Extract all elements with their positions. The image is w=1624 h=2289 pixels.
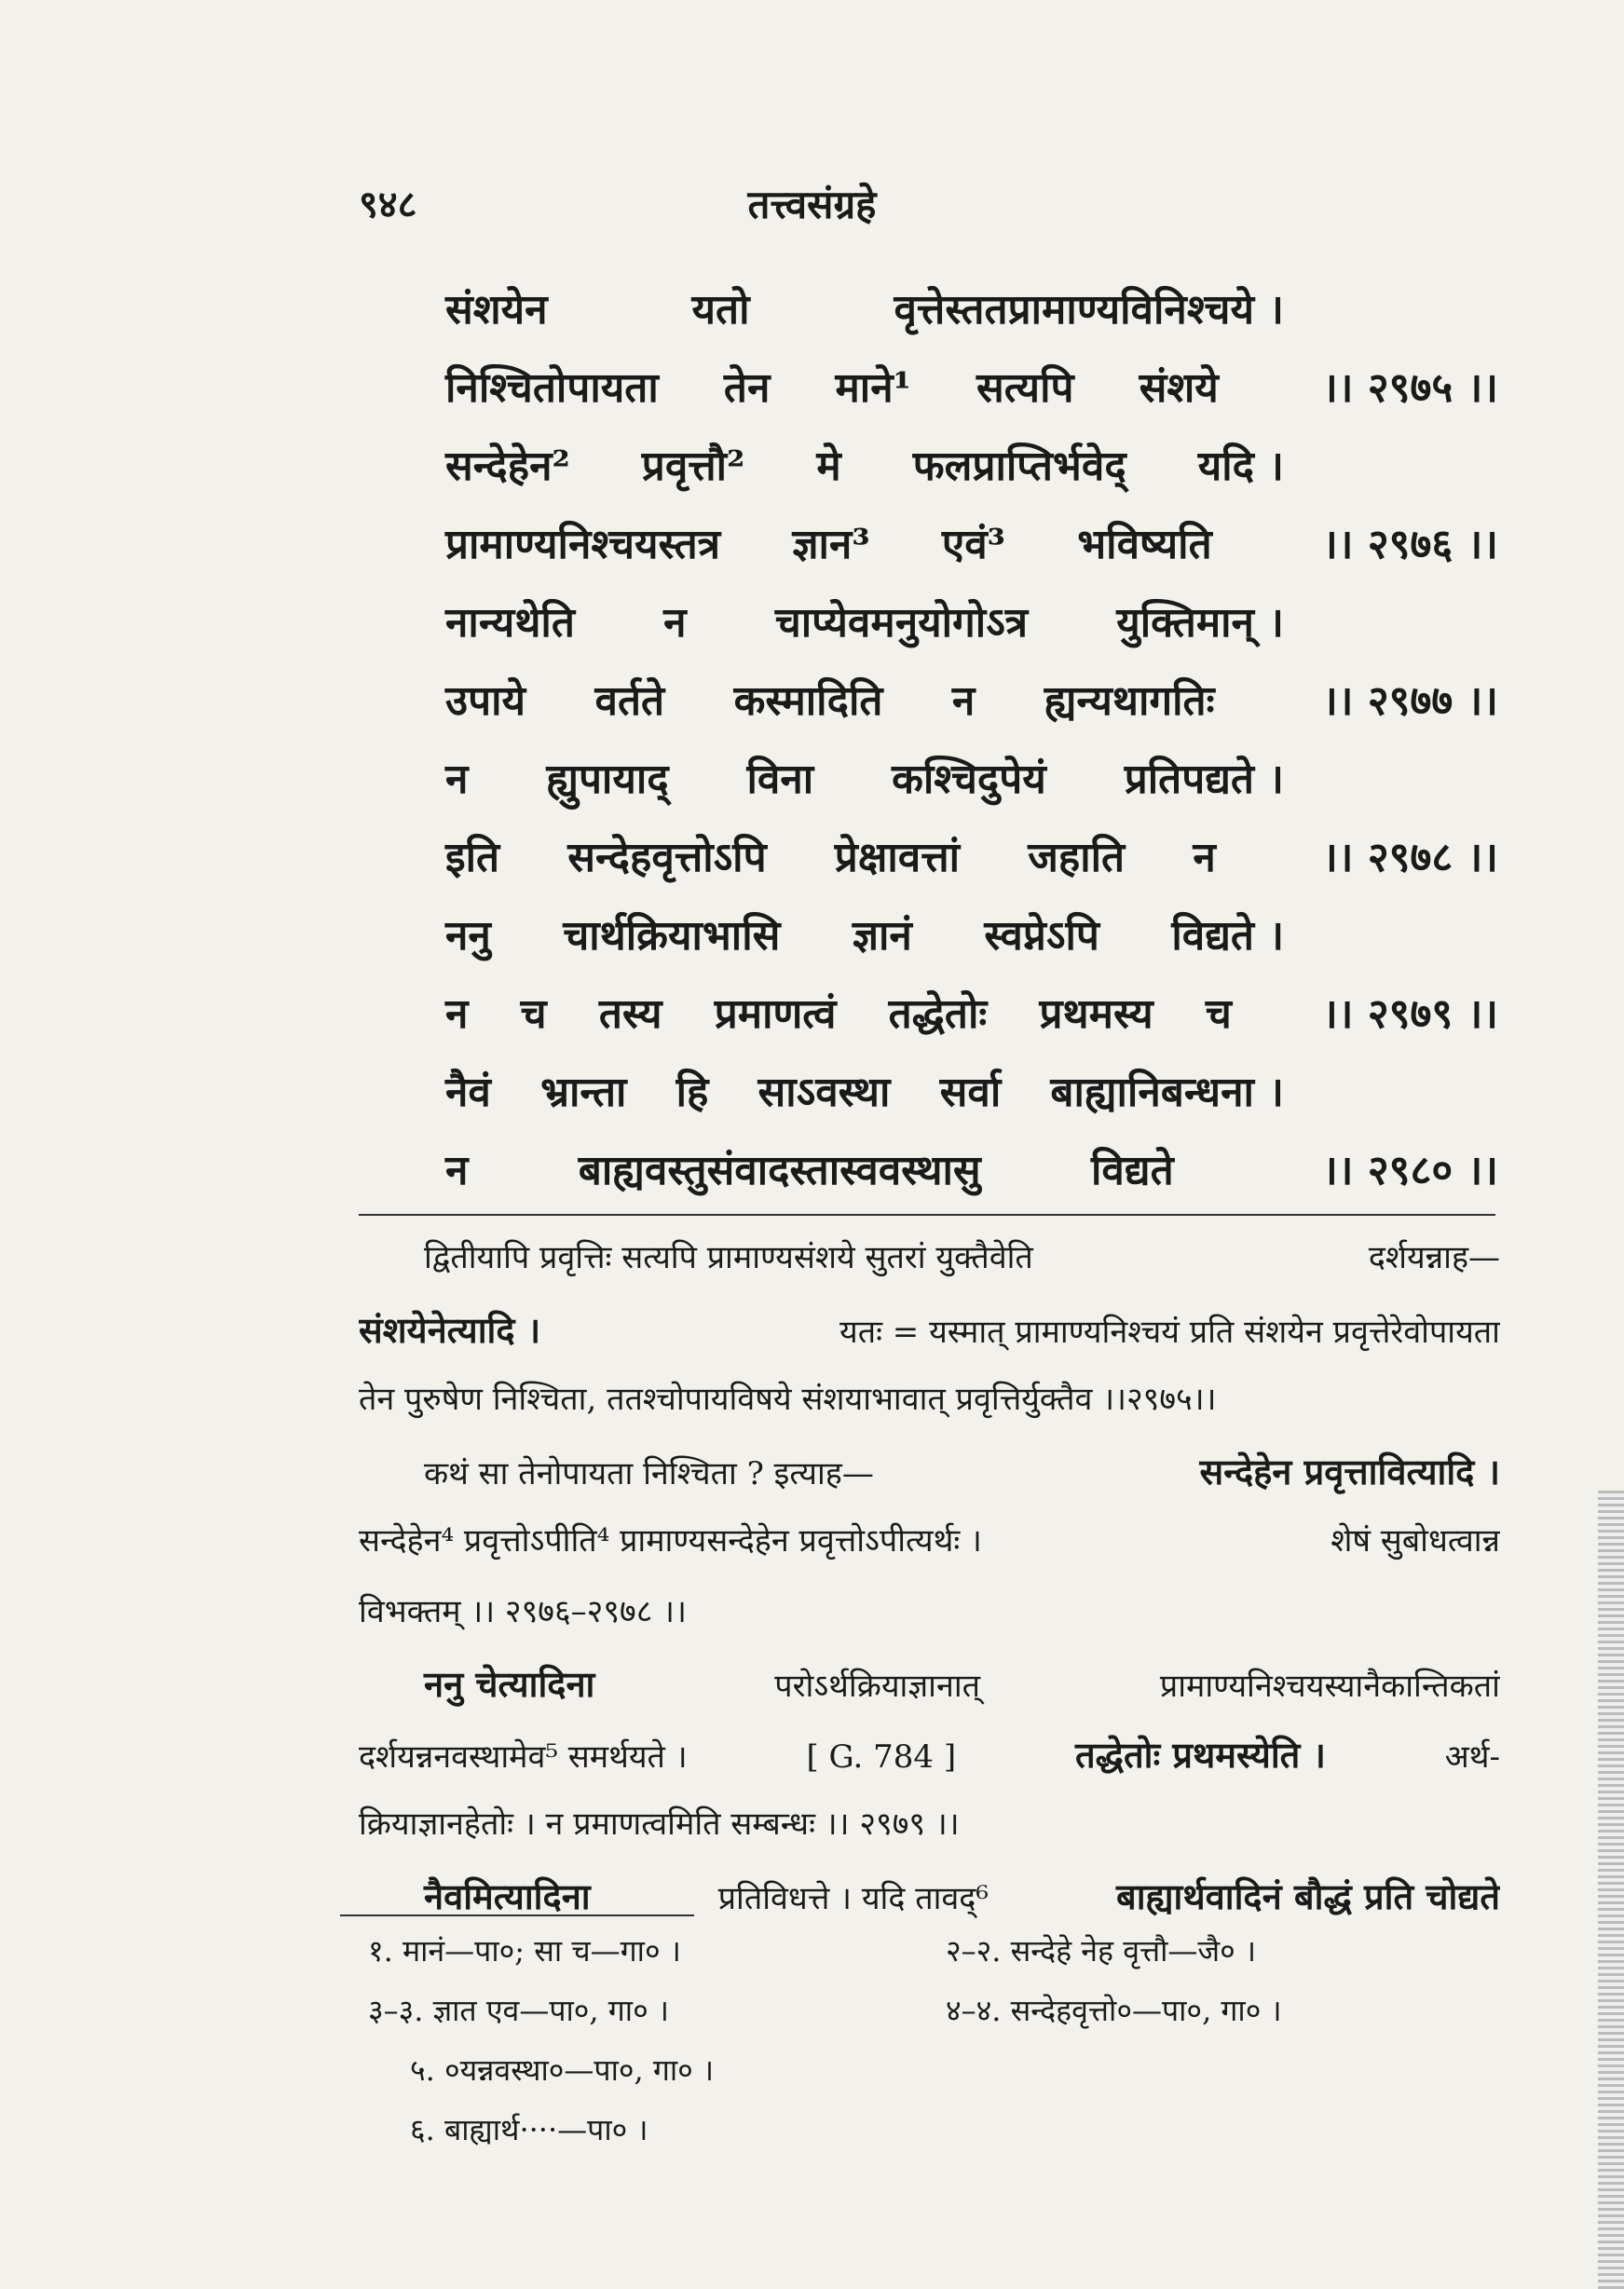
verse-word: वर्तते xyxy=(594,677,665,725)
footnote-rule xyxy=(340,1914,694,1916)
verse-word: सर्वा xyxy=(939,1069,1002,1116)
verse-word: ह्यन्यथागतिः xyxy=(1044,677,1215,725)
verse-word: इति xyxy=(445,834,500,881)
commentary-text: [ G. 784 ] xyxy=(806,1738,957,1776)
verse-number: ।। २९७७ ।। xyxy=(1322,677,1498,725)
verse-word: विद्यते । xyxy=(1171,912,1284,960)
verse-word: वृत्तेस्ततप्रामाण्यविनिश्चये । xyxy=(894,286,1284,334)
verse-word: भविष्यति xyxy=(1077,521,1212,568)
verse-word: विद्यते xyxy=(1090,1147,1174,1194)
verse-word: प्रथमस्य xyxy=(1039,990,1153,1038)
verse-line xyxy=(445,1062,1498,1140)
verse-number: ।। २९७६ ।। xyxy=(1322,521,1498,568)
verse-number: ।। २९७८ ।। xyxy=(1322,834,1498,881)
footnote: ६. बाह्यार्थ····—पा० । xyxy=(410,2112,648,2147)
verse-word: हि xyxy=(676,1069,709,1116)
page-number: ९४८ xyxy=(359,183,417,226)
verse-word: च xyxy=(520,990,547,1038)
commentary-text: कथं सा तेनोपायता निश्चिता ? इत्याह— xyxy=(424,1455,874,1492)
commentary-text: प्रामाण्यनिश्चयस्यानैकान्तिकतां xyxy=(1159,1668,1500,1705)
verse-word: चाप्येवमनुयोगोऽत्र xyxy=(774,599,1029,647)
commentary-text: संशयेनेत्यादि । xyxy=(359,1309,541,1351)
verse-word: उपाये xyxy=(445,677,526,725)
commentary-text: सन्देहेन प्रवृत्तावित्यादि । xyxy=(1199,1451,1500,1492)
verse-line xyxy=(445,514,1498,593)
commentary-text: तेन पुरुषेण निश्चिता, ततश्चोपायविषये संशयाभावात् प्रवृत्तिर्युक्तैव ।।२९७५।। xyxy=(359,1381,1217,1418)
footnote-row xyxy=(368,1990,1486,2050)
commentary-line xyxy=(359,1659,1500,1730)
commentary-text: द्वितीयापि प्रवृत्तिः सत्यपि प्रामाण्यसंशये सुतरां युक्तैवेति xyxy=(424,1239,1033,1276)
footnote: ३–३. ज्ञात एव—पा०, गा० । xyxy=(368,1993,670,2028)
verse-word: संशयेन xyxy=(445,286,548,334)
verse-word: बाह्यानिबन्धना । xyxy=(1050,1069,1284,1116)
running-head: तत्त्वसंग्रहे xyxy=(747,182,877,227)
verse-word: कस्मादिति xyxy=(733,677,883,725)
commentary-line xyxy=(359,1305,1500,1376)
verse-word: प्रमाणत्वं xyxy=(714,990,837,1038)
verse-word: माने¹ xyxy=(835,364,911,412)
commentary-line xyxy=(359,1376,1500,1447)
verse-word: साऽवस्था xyxy=(757,1069,891,1116)
commentary-text: तद्धेतोः प्रथमस्येति । xyxy=(1074,1734,1326,1776)
verse-line xyxy=(445,436,1498,514)
commentary-line xyxy=(359,1801,1500,1872)
verse-block xyxy=(445,279,1498,1219)
verse-word: नैवं xyxy=(445,1069,491,1116)
commentary-line xyxy=(359,1447,1500,1518)
commentary-text: बाह्यार्थवादिनं बौद्धं प्रति चोद्यते xyxy=(1116,1875,1500,1917)
verse-word: ज्ञानं xyxy=(852,912,912,960)
verse-word: प्रेक्षावत्तां xyxy=(834,834,961,881)
verse-line xyxy=(445,1140,1498,1219)
commentary-text: दर्शयन्नाह— xyxy=(1368,1239,1500,1276)
footnote: २–२. सन्देहे नेह वृत्तौ—जै० । xyxy=(946,1933,1257,1969)
verse-line xyxy=(445,906,1498,984)
verse-line xyxy=(445,279,1498,358)
commentary-text: सन्देहेन⁴ प्रवृत्तोऽपीति⁴ प्रामाण्यसन्देहेन प्रवृत्तोऽपीत्यर्थः । xyxy=(359,1522,982,1560)
verse-word: विना xyxy=(746,756,814,803)
verse-number: ।। २९७९ ।। xyxy=(1322,990,1498,1038)
verse-number: ।। २९८० ।। xyxy=(1322,1147,1498,1194)
commentary-text: प्रतिविधत्ते । यदि तावद्⁶ xyxy=(717,1880,989,1917)
verse-word: निश्चितोपायता xyxy=(445,364,659,412)
verse-word: नान्यथेति xyxy=(445,599,575,647)
footnote-row xyxy=(368,2050,1486,2109)
verse-word: सन्देहेन² xyxy=(445,443,570,490)
verse-word: यदि । xyxy=(1197,443,1284,490)
verse-word: न xyxy=(445,1147,469,1194)
commentary-line xyxy=(359,1518,1500,1588)
commentary-text: नैवमित्यादिना xyxy=(424,1875,591,1917)
footnote xyxy=(976,2050,1486,2109)
verse-word: तेन xyxy=(723,364,771,412)
verse-word: चार्थक्रियाभासि xyxy=(563,912,781,960)
verse-line xyxy=(445,593,1498,671)
page-header xyxy=(0,177,1624,233)
commentary-text: विभक्तम् ।। २९७६–२९७८ ।। xyxy=(359,1593,687,1630)
footnote: ५. ०यन्नवस्था०—पा०, गा० । xyxy=(410,2052,715,2088)
commentary-line xyxy=(359,1730,1500,1801)
verse-word: मे xyxy=(816,443,841,490)
verse-word: तद्धेतोः xyxy=(888,990,988,1038)
verse-word: स्वप्नेऽपि xyxy=(984,912,1099,960)
verse-word: सत्यपि xyxy=(976,364,1074,412)
verse-word: यतो xyxy=(691,286,750,334)
verse-word: ननु xyxy=(445,912,491,960)
footnote-row xyxy=(368,2109,1486,2169)
verse-word: प्रतिपद्यते । xyxy=(1124,756,1284,803)
verse-word: जहाति xyxy=(1028,834,1126,881)
verse-word: ह्युपायाद् xyxy=(546,756,669,803)
verse-word: भ्रान्ता xyxy=(540,1069,627,1116)
commentary-text: परोऽर्थक्रियाज्ञानात् xyxy=(774,1668,981,1705)
commentary-text: शेषं सुबोधत्वान्न xyxy=(1331,1522,1500,1560)
commentary-text: दर्शयन्ननवस्थामेव⁵ समर्थयते । xyxy=(359,1738,688,1776)
commentary-line xyxy=(359,1234,1500,1305)
verse-word: न xyxy=(663,599,687,647)
footnotes xyxy=(368,1930,1486,2169)
commentary-line xyxy=(359,1588,1500,1659)
footnote-row xyxy=(368,1930,1486,1990)
verse-word: न xyxy=(445,756,469,803)
verse-word: बाह्यवस्तुसंवादस्तास्ववस्थासु xyxy=(578,1147,981,1194)
verse-line xyxy=(445,984,1498,1062)
verse-word: कश्चिदुपेयं xyxy=(892,756,1046,803)
page-edge-shadow xyxy=(1598,1491,1624,2289)
verse-word: न xyxy=(445,990,469,1038)
verse-line xyxy=(445,827,1498,906)
divider-rule xyxy=(359,1214,1495,1216)
commentary-block xyxy=(359,1234,1500,1942)
verse-word: सन्देहवृत्तोऽपि xyxy=(567,834,767,881)
verse-word: तस्य xyxy=(598,990,662,1038)
verse-word: प्रामाण्यनिश्चयस्तत्र xyxy=(445,521,721,568)
verse-word: प्रवृत्तौ² xyxy=(641,443,745,490)
verse-line xyxy=(445,358,1498,436)
verse-word: ज्ञान³ xyxy=(792,521,870,568)
verse-word: एवं³ xyxy=(941,521,1005,568)
commentary-text: अर्थ- xyxy=(1444,1738,1500,1776)
footnote xyxy=(976,2109,1486,2169)
footnote: १. मानं—पा०; सा च—गा० । xyxy=(368,1933,681,1969)
verse-word: फलप्राप्तिर्भवेद् xyxy=(912,443,1126,490)
verse-number: ।। २९७५ ।। xyxy=(1322,364,1498,412)
commentary-text: यतः = यस्मात् प्रामाण्यनिश्चयं प्रति संशयेन प्रवृत्तेरेवोपायता xyxy=(839,1314,1500,1351)
verse-line xyxy=(445,671,1498,749)
verse-word: संशये xyxy=(1139,364,1219,412)
verse-word: युक्तिमान् । xyxy=(1116,599,1284,647)
footnote: ४–४. सन्देहवृत्तो०—पा०, गा० । xyxy=(946,1993,1282,2028)
verse-word: च xyxy=(1205,990,1232,1038)
commentary-text: ननु चेत्यादिना xyxy=(424,1663,595,1705)
verse-word: न xyxy=(1193,834,1216,881)
verse-word: न xyxy=(951,677,976,725)
verse-line xyxy=(445,749,1498,827)
commentary-text: क्रियाज्ञानहेतोः । न प्रमाणत्वमिति सम्बन्धः ।। २९७९ ।। xyxy=(359,1805,960,1843)
